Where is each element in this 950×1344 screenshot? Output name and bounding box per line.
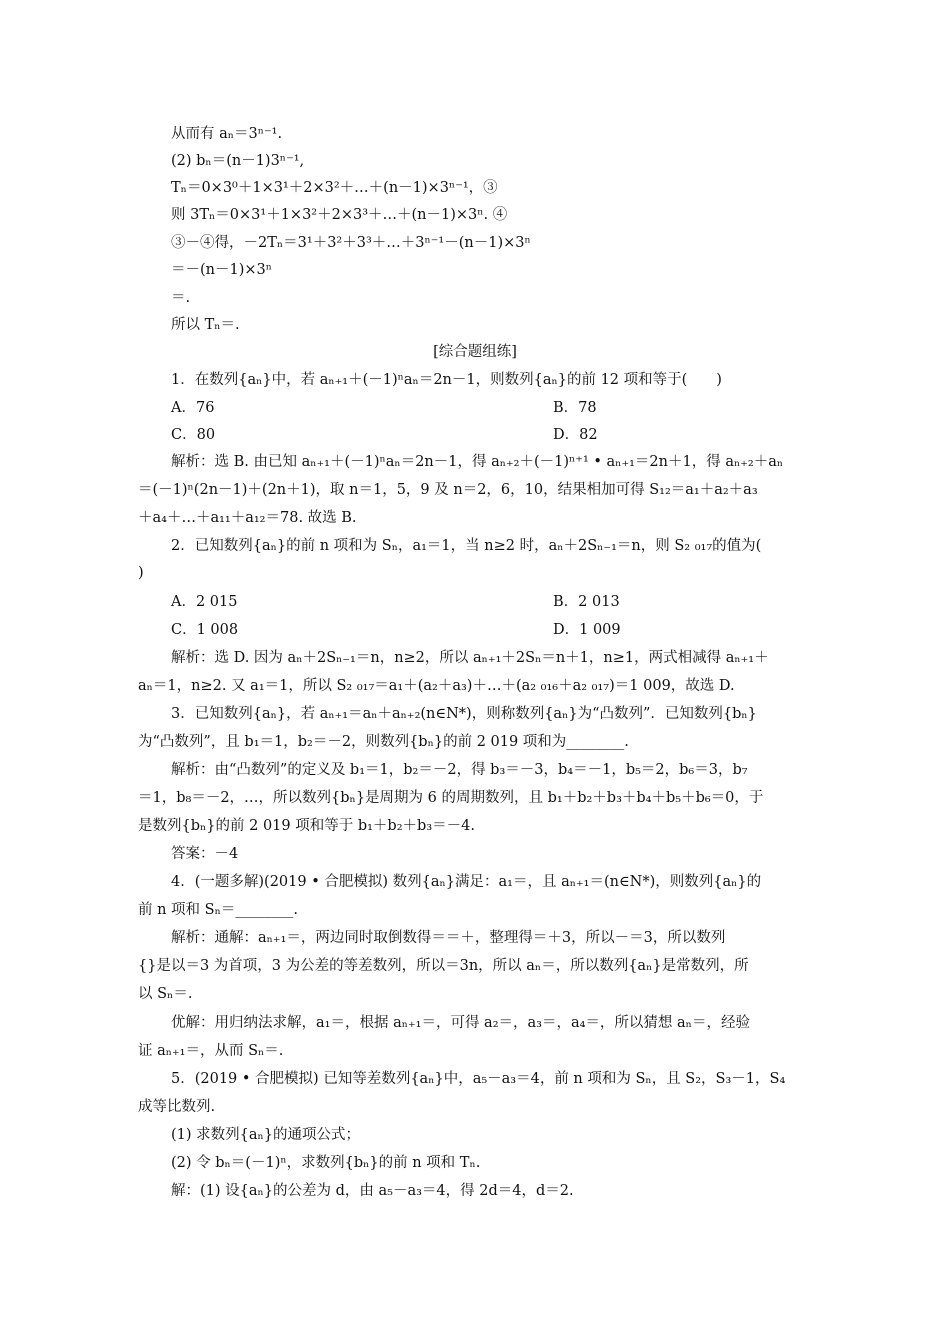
q1-option-b: B．78 — [553, 400, 597, 416]
question-1: 1．在数列{aₙ}中，若 aₙ₊₁＋(－1)ⁿaₙ＝2n－1，则数列{aₙ}的前 12 项和等于( ) — [171, 372, 722, 388]
text-line: ＋a₄＋…＋a₁₁＋a₁₂＝78. 故选 B. — [138, 510, 357, 526]
text-line: 解析：由“凸数列”的定义及 b₁＝1，b₂＝－2，得 b₃＝－3，b₄＝－1，b₅＝2，b₆＝3，b₇ — [171, 762, 748, 778]
question-4: 4．(一题多解)(2019 • 合肥模拟) 数列{aₙ}满足：a₁＝，且 aₙ₊₁＝(n∈N*)，则数列{aₙ}的 — [171, 874, 762, 890]
text-line: 解析：选 B. 由已知 aₙ₊₁＋(－1)ⁿaₙ＝2n－1，得 aₙ₊₂＋(－1)ⁿ⁺¹ • aₙ₊₁＝2n＋1，得 aₙ₊₂＋aₙ — [171, 454, 784, 470]
q1-option-c: C．80 — [171, 427, 216, 443]
q2-option-c: C．1 008 — [171, 622, 239, 638]
text-line: {}是以＝3 为首项，3 为公差的等差数列，所以＝3n，所以 aₙ＝，所以数列{aₙ}是常数列，所 — [138, 958, 749, 974]
text-line: 解析：通解：aₙ₊₁＝，两边同时取倒数得＝＝＋，整理得＝＋3，所以－＝3，所以数列 — [171, 930, 726, 946]
text-line: 是数列{bₙ}的前 2 019 项和等于 b₁＋b₂＋b₃＝－4. — [138, 818, 475, 834]
text-line: aₙ＝1，n≥2. 又 a₁＝1，所以 S₂ ₀₁₇＝a₁＋(a₂＋a₃)＋…＋(a₂ ₀₁₆＋a₂ ₀₁₇)＝1 009，故选 D. — [138, 678, 735, 694]
question-5: 5．(2019 • 合肥模拟) 已知等差数列{aₙ}中，a₅－a₃＝4，前 n 项和为 Sₙ，且 S₂，S₃－1，S₄ — [171, 1071, 786, 1087]
section-heading: [综合题组练] — [433, 344, 517, 360]
text-line: 所以 Tₙ＝. — [171, 317, 240, 333]
text-line: 证 aₙ₊₁＝，从而 Sₙ＝. — [138, 1043, 284, 1059]
q2-option-d: D．1 009 — [553, 622, 621, 638]
text-line: (2) 令 bₙ＝(－1)ⁿ，求数列{bₙ}的前 n 项和 Tₙ. — [171, 1155, 481, 1171]
question-2: 2．已知数列{aₙ}的前 n 项和为 Sₙ，a₁＝1，当 n≥2 时，aₙ＋2Sₙ₋₁＝n，则 S₂ ₀₁₇的值为( — [171, 538, 762, 554]
text-line: ＝. — [171, 290, 191, 306]
q2-option-b: B．2 013 — [553, 594, 620, 610]
text-line: ) — [138, 565, 144, 581]
text-line: 为“凸数列”，且 b₁＝1，b₂＝－2，则数列{bₙ}的前 2 019 项和为________. — [138, 734, 629, 750]
text-line: 以 Sₙ＝. — [138, 986, 193, 1002]
text-line: (1) 求数列{aₙ}的通项公式； — [171, 1127, 361, 1143]
text-line: 优解：用归纳法求解，a₁＝，根据 aₙ₊₁＝，可得 a₂＝，a₃＝，a₄＝，所以猜想 aₙ＝，经验 — [171, 1015, 750, 1031]
text-line: ＝1，b₈＝－2，…，所以数列{bₙ}是周期为 6 的周期数列，且 b₁＋b₂＋b₃＋b₄＋b₅＋b₆＝0，于 — [138, 790, 764, 806]
text-line: 从而有 aₙ＝3ⁿ⁻¹. — [171, 126, 283, 142]
question-3: 3．已知数列{aₙ}，若 aₙ₊₁＝aₙ＋aₙ₊₂(n∈N*)，则称数列{aₙ}为“凸数列”．已知数列{bₙ} — [171, 706, 757, 722]
text-line: Tₙ＝0×3⁰＋1×3¹＋2×3²＋…＋(n－1)×3ⁿ⁻¹，③ — [171, 180, 498, 196]
answer-line: 答案：－4 — [171, 846, 239, 862]
text-line: 前 n 项和 Sₙ＝________. — [138, 902, 298, 918]
text-line: ＝－(n－1)×3ⁿ — [171, 262, 273, 278]
q1-option-d: D．82 — [553, 427, 598, 443]
text-line: ③－④得，－2Tₙ＝3¹＋3²＋3³＋…＋3ⁿ⁻¹－(n－1)×3ⁿ — [171, 235, 531, 251]
text-line: 解析：选 D. 因为 aₙ＋2Sₙ₋₁＝n，n≥2，所以 aₙ₊₁＋2Sₙ＝n＋1，n≥1，两式相减得 aₙ₊₁＋ — [171, 650, 769, 666]
text-line: ＝(－1)ⁿ(2n－1)＋(2n＋1)，取 n＝1，5，9 及 n＝2，6，10，结果相加可得 S₁₂＝a₁＋a₂＋a₃ — [138, 482, 758, 498]
text-line: (2) bₙ＝(n－1)3ⁿ⁻¹, — [171, 153, 305, 169]
text-line: 成等比数列. — [138, 1099, 216, 1115]
text-line: 则 3Tₙ＝0×3¹＋1×3²＋2×3³＋…＋(n－1)×3ⁿ. ④ — [171, 207, 508, 223]
text-line: 解：(1) 设{aₙ}的公差为 d，由 a₅－a₃＝4，得 2d＝4，d＝2. — [171, 1183, 574, 1199]
q2-option-a: A．2 015 — [171, 594, 238, 610]
q1-option-a: A．76 — [171, 400, 215, 416]
